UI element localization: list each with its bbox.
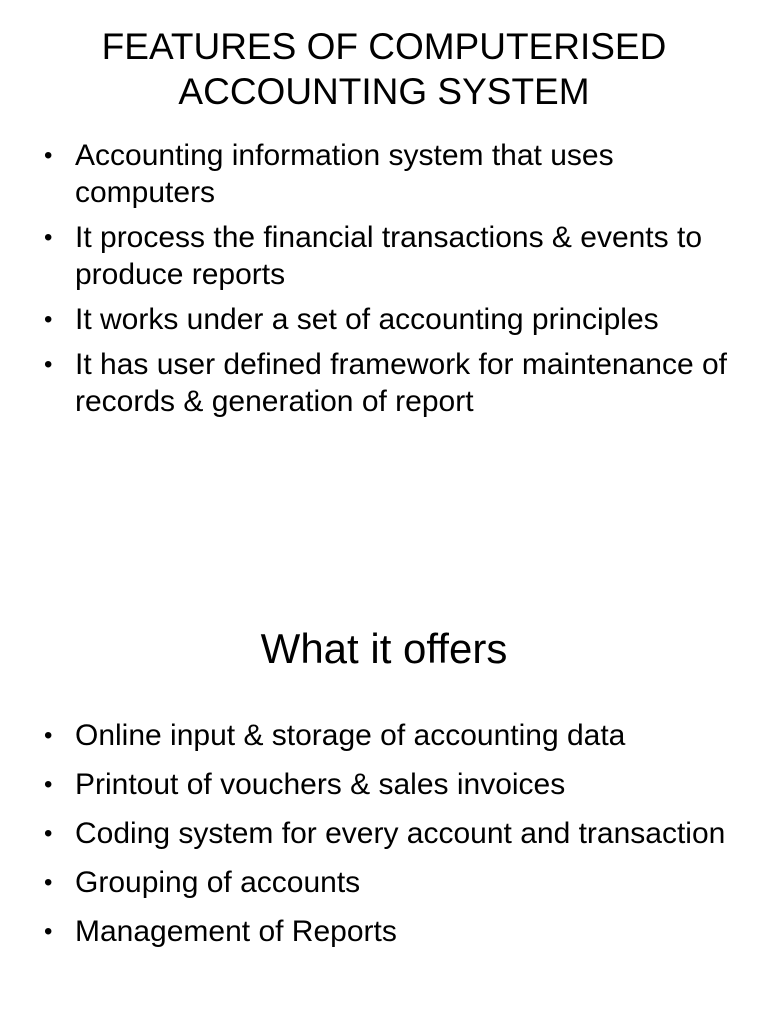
bullet-icon: • — [44, 224, 53, 251]
bullet-icon: • — [44, 771, 53, 798]
bullet-icon: • — [44, 306, 53, 333]
list-item — [0, 301, 768, 338]
list-item-text: Accounting information system that uses computers — [75, 139, 614, 209]
list-item — [0, 219, 768, 293]
list-item-text: Coding system for every account and transaction — [75, 817, 726, 850]
bullet-icon: • — [44, 722, 53, 749]
list-item-text: Grouping of accounts — [75, 866, 361, 899]
slide-title: FEATURES OF COMPUTERISED ACCOUNTING SYSTEM — [101, 26, 667, 112]
list-item — [0, 715, 768, 756]
list-item — [0, 346, 768, 420]
list-item-text: It has user defined framework for maintenance of records & generation of report — [75, 348, 728, 418]
bullet-icon: • — [44, 869, 53, 896]
bullet-icon: • — [44, 918, 53, 945]
bullet-icon: • — [44, 820, 53, 847]
slide-offers — [0, 512, 768, 1024]
list-item — [0, 137, 768, 211]
list-item — [0, 862, 768, 903]
bullet-list — [0, 137, 768, 428]
list-item-text: It process the financial transactions & events to produce reports — [75, 221, 702, 291]
list-item — [0, 813, 768, 854]
list-item-text: Management of Reports — [75, 915, 397, 948]
list-item-text: Printout of vouchers & sales invoices — [75, 768, 566, 801]
list-item-text: Online input & storage of accounting data — [75, 719, 626, 752]
bullet-icon: • — [44, 351, 53, 378]
list-item — [0, 911, 768, 952]
bullet-list — [0, 715, 768, 960]
list-item-text: It works under a set of accounting principles — [75, 303, 659, 336]
slide-title: What it offers — [260, 625, 508, 672]
list-item — [0, 764, 768, 805]
bullet-icon: • — [44, 142, 53, 169]
